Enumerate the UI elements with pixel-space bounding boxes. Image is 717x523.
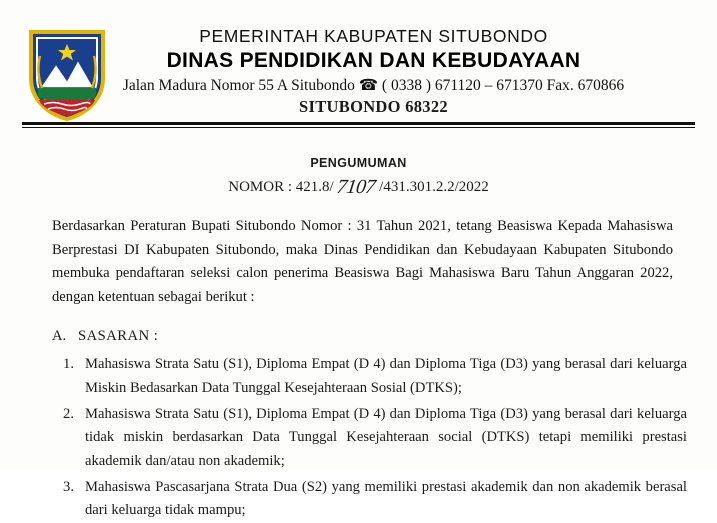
list-item-text: Mahasiswa Strata Satu (S1), Diploma Empat (D 4) dan Diploma Tiga (D3) yang berasal dari keluarga Miskin Bedasarkan Data Tunggal Kesejahteraan Sosial (DTKS); [85, 356, 687, 397]
intro-paragraph: Berdasarkan Peraturan Bupati Situbondo Nomor : 31 Tahun 2021, tetang Beasiswa Kepada Mahasiswa Berprestasi DI Kabupaten Situbondo, maka Dinas Pendidikan dan Kebudayaan Kabupaten Situbondo membuka pendaftaran seleksi calon penerima Beasiswa Bagi Mahasiswa Baru Tahun Anggaran 2022, dengan ketentuan sebagai berikut : [52, 218, 673, 305]
document-number [228, 174, 489, 197]
document-number-prefix: NOMOR : 421.8/ [228, 179, 334, 195]
section-sasaran [52, 326, 687, 523]
page-title: PENGUMUMAN [310, 156, 407, 170]
letterhead [0, 0, 717, 138]
city-postal-line: SITUBONDO 68322 [299, 97, 448, 116]
list-item-text: Mahasiswa Pascasarjana Strata Dua (S2) yang memiliki prestasi akademik dan non akademik berasal dari keluarga tidak mampu; [85, 478, 687, 519]
address-line: Jalan Madura Nomor 55 A Situbondo ☎ ( 0338 ) 671120 – 671370 Fax. 670866 [122, 77, 625, 94]
list-item [52, 403, 687, 474]
list-item-number: 2. [63, 405, 74, 422]
title-block [0, 156, 717, 197]
list-item [52, 353, 687, 400]
list-item-text: Mahasiswa Strata Satu (S1), Diploma Empat (D 4) dan Diploma Tiga (D3) yang berasal dari keluarga tidak miskin berdasarkan Data Tunggal Kesejahteraan social (DTKS) tetapi memiliki prestasi akademik dan/atau non akademik; [85, 405, 687, 470]
document-number-suffix: /431.301.2.2/2022 [379, 179, 489, 195]
list-item [52, 476, 687, 523]
section-item-list [52, 353, 687, 522]
section-label: SASARAN : [78, 327, 159, 344]
section-heading [52, 326, 687, 348]
situbondo-regency-crest-icon [26, 26, 108, 122]
department-name: DINAS PENDIDIKAN DAN KEBUDAYAAN [166, 49, 581, 72]
divider-thick [22, 122, 695, 125]
list-item-number: 3. [63, 478, 74, 495]
divider-thin [22, 127, 695, 128]
section-letter: A. [52, 327, 67, 344]
list-item-number: 1. [63, 356, 74, 373]
document-number-handwritten: 7107 [335, 176, 378, 198]
government-name: PEMERINTAH KABUPATEN SITUBONDO [199, 26, 548, 46]
letterhead-divider [0, 122, 717, 128]
